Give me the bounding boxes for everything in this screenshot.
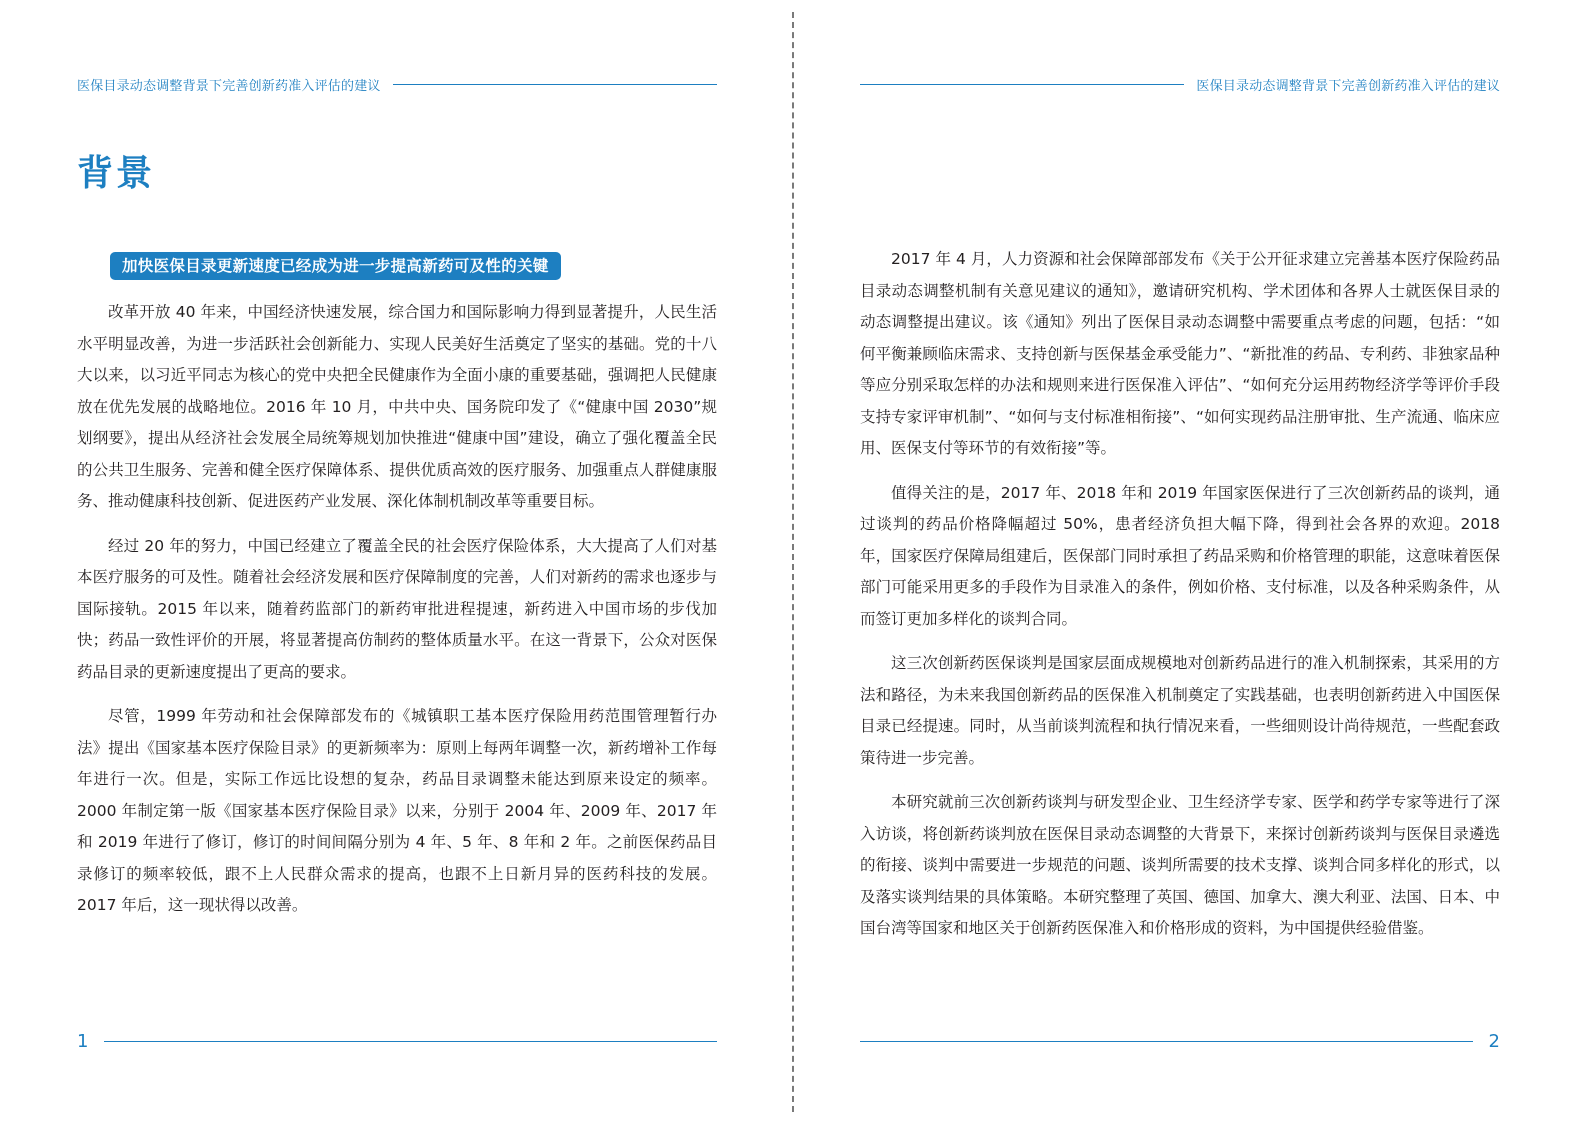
section-title: 背景 [77,153,156,194]
paragraph: 改革开放 40 年来，中国经济快速发展，综合国力和国际影响力得到显著提升，人民生活水平明显改善，为进一步活跃社会创新能力、实现人民美好生活奠定了坚实的基础。党的十八大以来，以习近平同志为核心的党中央把全民健康作为全面小康的重要基础，强调把人民健康放在优先发展的战略地位。2016 年 10 月，中共中央、国务院印发了《“健康中国 2030”规划纲要》，提出从经济社会发展全局统筹规划加快推进“健康中国”建设，确立了强化覆盖全民的公共卫生服务、完善和健全医疗保障体系、提供优质高效的医疗服务、加强重点人群健康服务、推动健康科技创新、促进医药产业发展、深化体制机制改革等重要目标。 [77,303,717,510]
header-title: 医保目录动态调整背景下完善创新药准入评估的建议 [77,78,381,94]
running-header [860,74,1500,94]
right-page [794,0,1587,1122]
page-number: 2 [1488,1030,1500,1052]
header-rule [393,84,717,85]
paragraph: 2017 年 4 月，人力资源和社会保障部部发布《关于公开征求建立完善基本医疗保险药品目录动态调整机制有关意见建议的通知》，邀请研究机构、学术团体和各界人士就医保目录的动态调整提出建议。该《通知》列出了医保目录动态调整中需要重点考虑的问题，包括：“如何平衡兼顾临床需求、支持创新与医保基金承受能力”、“新批准的药品、专利药、非独家品种等应分别采取怎样的办法和规则来进行医保准入评估”、“如何充分运用药物经济学等评价手段支持专家评审机制”、“如何与支付标准相衔接”、“如何实现药品注册审批、生产流通、临床应用、医保支付等环节的有效衔接”等。 [860,250,1500,457]
page-footer [77,1030,717,1052]
paragraph: 经过 20 年的努力，中国已经建立了覆盖全民的社会医疗保险体系，大大提高了人们对基本医疗服务的可及性。随着社会经济发展和医疗保障制度的完善，人们对新药的需求也逐步与国际接轨。2015 年以来，随着药监部门的新药审批进程提速，新药进入中国市场的步伐加快；药品一致性评价的开展，将显著提高仿制药的整体质量水平。在这一背景下，公众对医保药品目录的更新速度提出了更高的要求。 [77,536,717,681]
page-number: 1 [77,1030,89,1052]
paragraph: 值得关注的是，2017 年、2018 年和 2019 年国家医保进行了三次创新药品的谈判，通过谈判的药品价格降幅超过 50%，患者经济负担大幅下降，得到社会各界的欢迎。2018 年，国家医疗保障局组建后，医保部门同时承担了药品采购和价格管理的职能，这意味着医保部门可能采用更多的手段作为目录准入的条件，例如价格、支付标准，以及各种采购条件，从而签订更加多样化的谈判合同。 [860,483,1500,628]
header-rule [860,84,1184,85]
footer-rule [104,1041,717,1042]
page-footer [860,1030,1500,1052]
paragraph: 尽管，1999 年劳动和社会保障部发布的《城镇职工基本医疗保险用药范围管理暂行办法》提出《国家基本医疗保险目录》的更新频率为：原则上每两年调整一次，新药增补工作每年进行一次。但是，实际工作远比设想的复杂，药品目录调整未能达到原来设定的频率。2000 年制定第一版《国家基本医疗保险目录》以来，分别于 2004 年、2009 年、2017 年和 2019 年进行了修订，修订的时间间隔分别为 4 年、5 年、8 年和 2 年。之前医保药品目录修订的频率较低，跟不上人民群众需求的提高，也跟不上日新月异的医药科技的发展。2017 年后，这一现状得以改善。 [77,707,717,914]
paragraph: 这三次创新药医保谈判是国家层面成规模地对创新药品进行的准入机制探索，其采用的方法和路径，为未来我国创新药品的医保准入机制奠定了实践基础，也表明创新药进入中国医保目录已经提速。同时，从当前谈判流程和执行情况来看，一些细则设计尚待规范，一些配套政策待进一步完善。 [860,654,1500,767]
running-header [77,74,717,94]
footer-rule [860,1041,1473,1042]
body-text [77,297,717,935]
body-text [860,244,1500,958]
highlight-label: 加快医保目录更新速度已经成为进一步提高新药可及性的关键 [110,252,561,280]
header-title: 医保目录动态调整背景下完善创新药准入评估的建议 [1196,78,1500,94]
paragraph: 本研究就前三次创新药谈判与研发型企业、卫生经济学专家、医学和药学专家等进行了深入访谈，将创新药谈判放在医保目录动态调整的大背景下，来探讨创新药谈判与医保目录遴选的衔接、谈判中需要进一步规范的问题、谈判所需要的技术支撑、谈判合同多样化的形式，以及落实谈判结果的具体策略。本研究整理了英国、德国、加拿大、澳大利亚、法国、日本、中国台湾等国家和地区关于创新药医保准入和价格形成的资料，为中国提供经验借鉴。 [860,793,1500,937]
left-page [0,0,793,1122]
